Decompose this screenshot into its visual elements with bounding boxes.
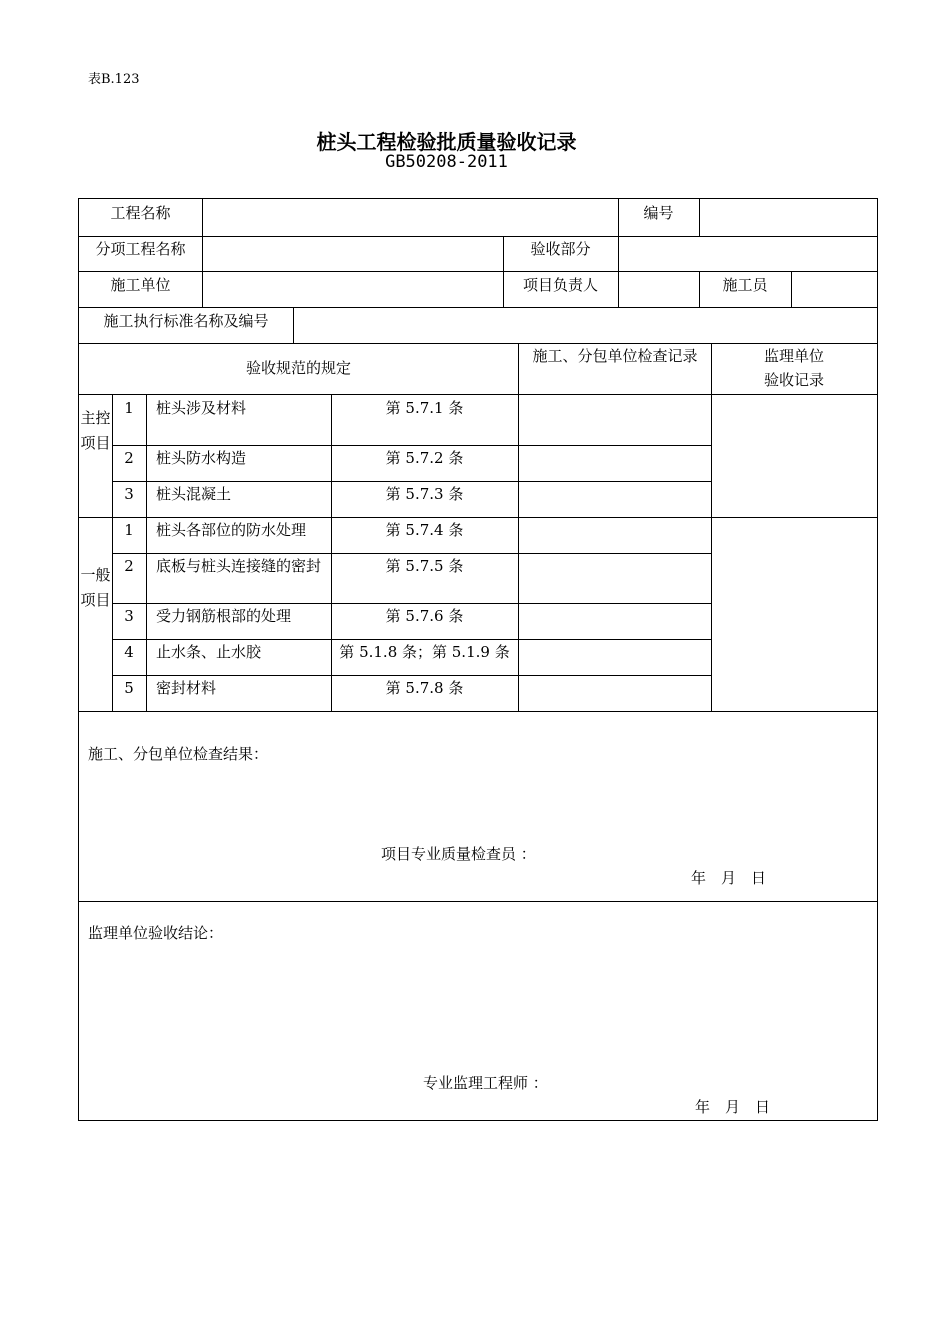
label-acceptance-part: 验收部分 bbox=[530, 240, 591, 258]
item-name: 桩头混凝土 bbox=[156, 485, 232, 503]
label-project-name: 工程名称 bbox=[110, 204, 171, 222]
clause-ref: 第 5.7.5 条 bbox=[385, 557, 464, 575]
label-builder: 施工员 bbox=[722, 276, 768, 294]
acceptance-form bbox=[78, 198, 878, 1121]
item-name: 桩头各部位的防水处理 bbox=[156, 521, 307, 539]
row-number: 2 bbox=[124, 449, 134, 467]
label-execution-standard: 施工执行标准名称及编号 bbox=[103, 312, 269, 330]
supervisor-result-label: 监理单位验收结论： bbox=[88, 924, 224, 942]
standard-code: GB50208-2011 bbox=[385, 152, 508, 172]
row-number: 1 bbox=[124, 399, 134, 417]
row-number: 2 bbox=[124, 557, 134, 575]
label-serial-no: 编号 bbox=[643, 204, 674, 222]
clause-ref: 第 5.1.8 条；第 5.1.9 条 bbox=[339, 643, 510, 661]
supervising-engineer-label: 专业监理工程师 ： bbox=[423, 1074, 548, 1092]
contractor-date: 年 月 日 bbox=[691, 869, 767, 887]
row-number: 3 bbox=[124, 607, 134, 625]
row-number: 5 bbox=[124, 679, 134, 697]
clause-ref: 第 5.7.4 条 bbox=[385, 521, 464, 539]
clause-ref: 第 5.7.6 条 bbox=[385, 607, 464, 625]
supervisor-date: 年 月 日 bbox=[695, 1098, 771, 1116]
item-name: 密封材料 bbox=[156, 679, 217, 697]
item-name: 底板与桩头连接缝的密封 bbox=[156, 557, 322, 575]
label-project-manager: 项目负责人 bbox=[522, 276, 598, 294]
contractor-result-label: 施工、分包单位检查结果： bbox=[88, 745, 269, 763]
label-sub-project-name: 分项工程名称 bbox=[95, 240, 186, 258]
page-title: 桩头工程检验批质量验收记录 bbox=[316, 130, 577, 154]
row-number: 3 bbox=[124, 485, 134, 503]
column-contractor-check: 施工、分包单位检查记录 bbox=[532, 347, 698, 365]
column-supervisor-record-line2: 验收记录 bbox=[763, 371, 824, 389]
row-number: 4 bbox=[124, 643, 134, 661]
table-number: 表B.123 bbox=[88, 72, 140, 87]
column-supervisor-record-line1: 监理单位 bbox=[763, 347, 824, 365]
clause-ref: 第 5.7.3 条 bbox=[385, 485, 464, 503]
item-name: 受力钢筋根部的处理 bbox=[156, 607, 292, 625]
group-label-main: 主控项目 bbox=[80, 409, 111, 452]
item-name: 止水条、止水胶 bbox=[156, 643, 262, 661]
row-number: 1 bbox=[124, 521, 134, 539]
clause-ref: 第 5.7.8 条 bbox=[385, 679, 464, 697]
clause-ref: 第 5.7.1 条 bbox=[385, 399, 464, 417]
quality-inspector-label: 项目专业质量检查员 ： bbox=[381, 845, 536, 863]
column-spec: 验收规范的规定 bbox=[245, 359, 351, 377]
clause-ref: 第 5.7.2 条 bbox=[385, 449, 464, 467]
item-name: 桩头涉及材料 bbox=[156, 399, 247, 417]
label-construction-unit: 施工单位 bbox=[110, 276, 171, 294]
group-label-general: 一般项目 bbox=[80, 566, 111, 609]
item-name: 桩头防水构造 bbox=[156, 449, 247, 467]
